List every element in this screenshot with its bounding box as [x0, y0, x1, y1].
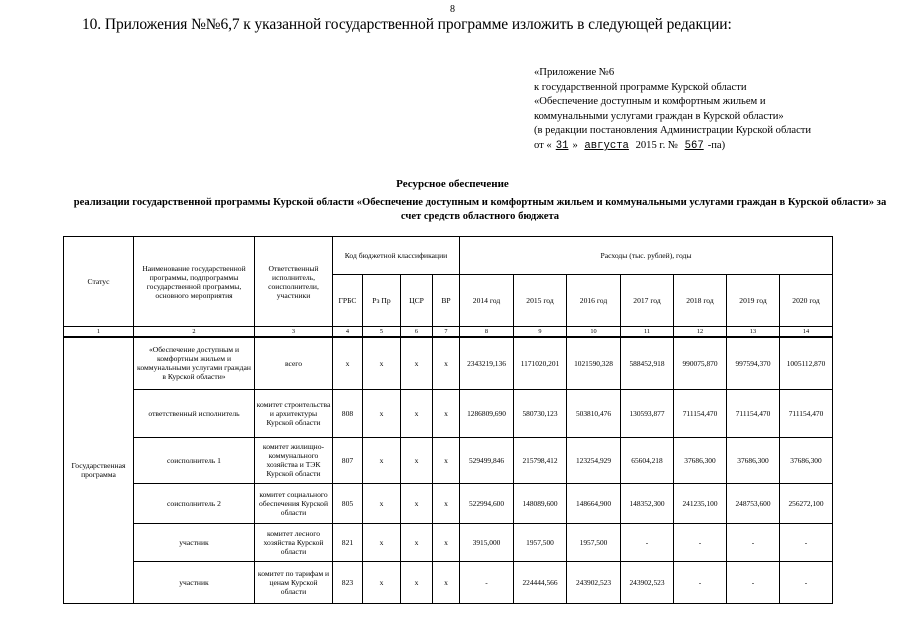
- appendix-line-3: «Обеспечение доступным и комфортным жильем и: [534, 96, 766, 108]
- column-number: 2: [134, 327, 255, 338]
- row-csr: х: [401, 437, 433, 483]
- document-subtitle: реализации государственной программы Курской области «Обеспечение доступным и комфортным жильем и коммунальными услугами граждан в Курской области» за счет средств областного бюджета: [73, 197, 887, 222]
- row-value-2018: 241235,100: [674, 483, 727, 523]
- row-value-2014: 3915,000: [460, 523, 514, 561]
- row-value-2016: 243902,523: [567, 561, 621, 603]
- header-status: Статус: [64, 237, 134, 327]
- row-value-2015: 148089,600: [514, 483, 567, 523]
- row-name: участник: [134, 561, 255, 603]
- row-value-2019: 248753,600: [727, 483, 780, 523]
- row-grbs: 821: [333, 523, 363, 561]
- appendix-line-5: (в редакции постановления Администрации Курской области: [534, 125, 812, 137]
- row-value-2018: 37686,300: [674, 437, 727, 483]
- row-vr: х: [433, 337, 460, 389]
- appendix-line-4: коммунальными услугами граждан в Курской области»: [534, 110, 784, 122]
- header-year-2018: 2018 год: [674, 275, 727, 327]
- row-value-2015: 215798,412: [514, 437, 567, 483]
- row-grbs: 805: [333, 483, 363, 523]
- row-value-2019: 711154,470: [727, 389, 780, 437]
- header-vr: ВР: [433, 275, 460, 327]
- appendix-block: [534, 66, 811, 154]
- row-vr: х: [433, 437, 460, 483]
- row-value-2016: 1021590,328: [567, 337, 621, 389]
- header-csr: ЦСР: [401, 275, 433, 327]
- row-executor: комитет по тарифам и ценам Курской области: [255, 561, 333, 603]
- row-rzpr: х: [363, 389, 401, 437]
- row-csr: х: [401, 561, 433, 603]
- row-value-2017: -: [621, 523, 674, 561]
- page-number: 8: [450, 4, 455, 15]
- date-month: августа: [584, 139, 629, 152]
- row-grbs: 808: [333, 389, 363, 437]
- row-value-2014: 529499,846: [460, 437, 514, 483]
- header-year-2019: 2019 год: [727, 275, 780, 327]
- header-executor: Ответственный исполнитель, соисполнители, участники: [255, 237, 333, 327]
- column-number: 14: [780, 327, 833, 338]
- column-number: 5: [363, 327, 401, 338]
- row-vr: х: [433, 389, 460, 437]
- row-vr: х: [433, 523, 460, 561]
- row-rzpr: х: [363, 437, 401, 483]
- header-year-2020: 2020 год: [780, 275, 833, 327]
- row-value-2015: 1171020,201: [514, 337, 567, 389]
- status-cell: Государственная программа: [64, 337, 134, 603]
- row-executor: комитет жилищно-коммунального хозяйства и ТЭК Курской области: [255, 437, 333, 483]
- date-day: 31: [555, 139, 569, 152]
- header-year-2015: 2015 год: [514, 275, 567, 327]
- column-number: 7: [433, 327, 460, 338]
- row-csr: х: [401, 337, 433, 389]
- section-heading: 10. Приложения №№6,7 к указанной государственной программе изложить в следующей редакции:: [82, 16, 732, 33]
- row-value-2014: 522994,600: [460, 483, 514, 523]
- row-value-2015: 224444,566: [514, 561, 567, 603]
- column-number-row: [64, 327, 833, 338]
- appendix-line-2: к государственной программе Курской области: [534, 81, 747, 93]
- row-value-2014: -: [460, 561, 514, 603]
- row-value-2020: -: [780, 523, 833, 561]
- row-name: «Обеспечение доступным и комфортным жильем и коммунальными услугами граждан в Курской области»: [134, 337, 255, 389]
- row-value-2016: 503810,476: [567, 389, 621, 437]
- column-number: 6: [401, 327, 433, 338]
- row-vr: х: [433, 483, 460, 523]
- table-row: [64, 337, 833, 389]
- appendix-date-line: [534, 139, 811, 154]
- row-value-2019: -: [727, 523, 780, 561]
- row-value-2020: 1005112,870: [780, 337, 833, 389]
- date-year: 2015 г. №: [635, 139, 678, 151]
- column-number: 12: [674, 327, 727, 338]
- header-budget-classification: Код бюджетной классификации: [333, 237, 460, 275]
- row-name: участник: [134, 523, 255, 561]
- row-csr: х: [401, 389, 433, 437]
- table-row: [64, 523, 833, 561]
- row-csr: х: [401, 483, 433, 523]
- row-name: ответственный исполнитель: [134, 389, 255, 437]
- row-value-2017: 130593,877: [621, 389, 674, 437]
- resource-table: [63, 236, 833, 604]
- row-grbs: х: [333, 337, 363, 389]
- row-name: соисполнитель 1: [134, 437, 255, 483]
- table-row: [64, 389, 833, 437]
- table-row: [64, 483, 833, 523]
- row-value-2018: -: [674, 523, 727, 561]
- row-value-2020: 256272,100: [780, 483, 833, 523]
- row-value-2020: 37686,300: [780, 437, 833, 483]
- row-value-2020: -: [780, 561, 833, 603]
- appendix-line-1: «Приложение №6: [534, 67, 615, 78]
- header-rzpr: Рз Пр: [363, 275, 401, 327]
- row-value-2015: 1957,500: [514, 523, 567, 561]
- column-number: 10: [567, 327, 621, 338]
- row-value-2019: -: [727, 561, 780, 603]
- column-number: 4: [333, 327, 363, 338]
- row-grbs: 823: [333, 561, 363, 603]
- header-year-2014: 2014 год: [460, 275, 514, 327]
- row-value-2018: 990075,870: [674, 337, 727, 389]
- column-number: 9: [514, 327, 567, 338]
- row-vr: х: [433, 561, 460, 603]
- row-value-2017: 65604,218: [621, 437, 674, 483]
- column-number: 3: [255, 327, 333, 338]
- document-title: Ресурсное обеспечение: [396, 178, 509, 190]
- column-number: 1: [64, 327, 134, 338]
- row-value-2020: 711154,470: [780, 389, 833, 437]
- row-value-2019: 997594,370: [727, 337, 780, 389]
- row-executor: комитет строительства и архитектуры Курской области: [255, 389, 333, 437]
- row-value-2018: -: [674, 561, 727, 603]
- row-value-2018: 711154,470: [674, 389, 727, 437]
- row-name: соисполнитель 2: [134, 483, 255, 523]
- row-value-2017: 243902,523: [621, 561, 674, 603]
- date-prefix: от «: [534, 139, 552, 151]
- date-number: 567: [684, 139, 704, 152]
- row-value-2017: 148352,300: [621, 483, 674, 523]
- row-rzpr: х: [363, 523, 401, 561]
- header-grbs: ГРБС: [333, 275, 363, 327]
- row-rzpr: х: [363, 561, 401, 603]
- table-row: [64, 437, 833, 483]
- row-value-2019: 37686,300: [727, 437, 780, 483]
- column-number: 11: [621, 327, 674, 338]
- row-csr: х: [401, 523, 433, 561]
- row-value-2016: 1957,500: [567, 523, 621, 561]
- row-value-2014: 1286809,690: [460, 389, 514, 437]
- row-executor: всего: [255, 337, 333, 389]
- row-rzpr: х: [363, 483, 401, 523]
- column-number: 13: [727, 327, 780, 338]
- row-value-2017: 588452,918: [621, 337, 674, 389]
- row-grbs: 807: [333, 437, 363, 483]
- row-executor: комитет социального обеспечения Курской области: [255, 483, 333, 523]
- header-name: Наименование государственной программы, подпрограммы государственной программы, основного мероприятия: [134, 237, 255, 327]
- date-suffix: -па): [707, 139, 726, 151]
- row-value-2014: 2343219,136: [460, 337, 514, 389]
- header-year-2017: 2017 год: [621, 275, 674, 327]
- column-number: 8: [460, 327, 514, 338]
- row-rzpr: х: [363, 337, 401, 389]
- row-value-2015: 580730,123: [514, 389, 567, 437]
- header-expenses: Расходы (тыс. рублей), годы: [460, 237, 833, 275]
- row-value-2016: 148664,900: [567, 483, 621, 523]
- row-executor: комитет лесного хозяйства Курской области: [255, 523, 333, 561]
- row-value-2016: 123254,929: [567, 437, 621, 483]
- date-mid: »: [572, 139, 578, 151]
- table-row: [64, 561, 833, 603]
- header-year-2016: 2016 год: [567, 275, 621, 327]
